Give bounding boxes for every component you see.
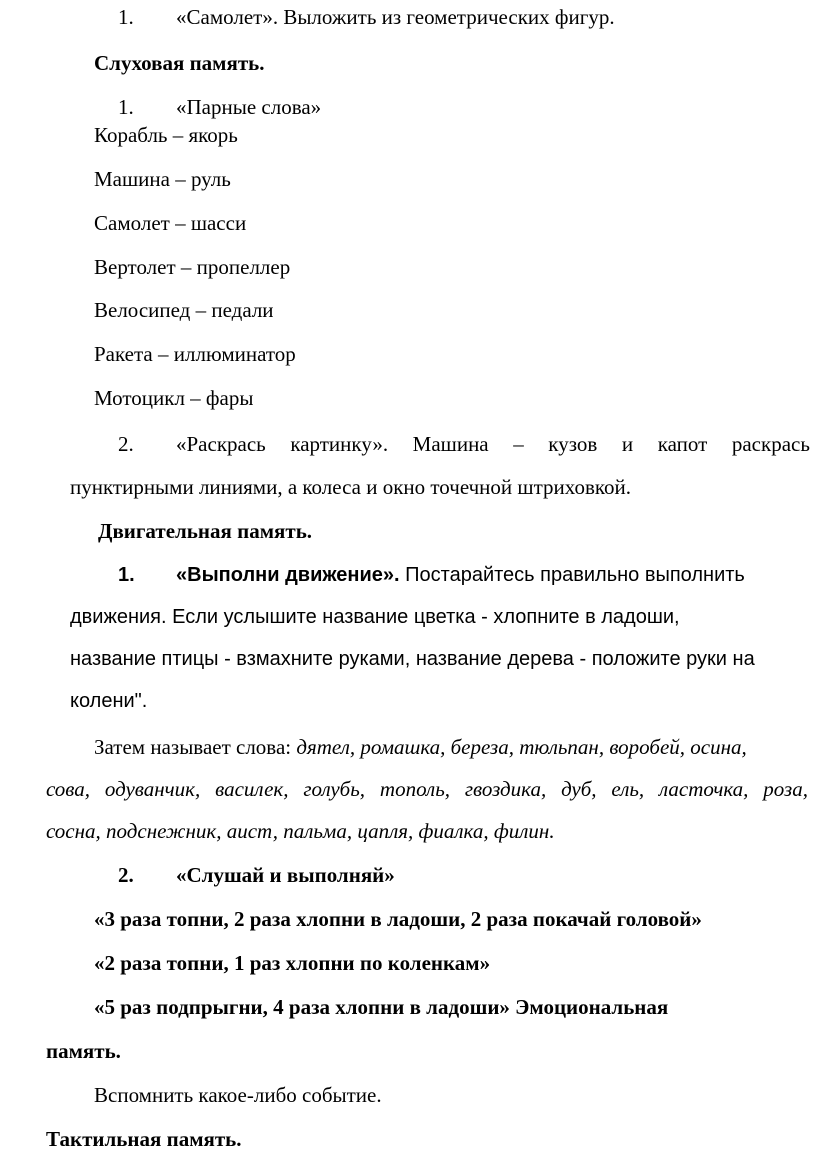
word: одуванчик, (104, 777, 201, 801)
word: ель, (611, 777, 645, 801)
command-line: «3 раза топни, 2 раза хлопни в ладоши, 2 раза покачай головой» (94, 907, 702, 931)
word-list-line: сосна, подснежник, аист, пальма, цапля, фиалка, филин. (46, 819, 555, 843)
word: «Раскрась (176, 432, 266, 456)
emotional-instruction: Вспомнить какое-либо событие. (94, 1083, 382, 1107)
word: дуб, (561, 777, 597, 801)
word: – (513, 432, 524, 456)
word-pair: Велосипед – педали (94, 298, 274, 322)
list-item-text-continued: пунктирными линиями, а колеса и окно точечной штриховкой. (70, 475, 631, 499)
word: тополь, (379, 777, 451, 801)
exercise-instruction-line: движения. Если услышите название цветка - хлопните в ладоши, (70, 606, 680, 628)
word: роза, (763, 777, 808, 801)
section-heading-tactile: Тактильная память. (46, 1127, 242, 1151)
word: кузов (548, 432, 598, 456)
word-list-intro (94, 734, 747, 760)
word-pair: Самолет – шасси (94, 211, 247, 235)
list-number: 2. (118, 863, 134, 887)
word: и (621, 432, 634, 456)
word: василек, (215, 777, 289, 801)
exercise-instruction: Постарайтесь правильно выполнить (399, 564, 745, 586)
list-item-text: «Самолет». Выложить из геометрических фигур. (176, 5, 615, 29)
command-line: «2 раза топни, 1 раз хлопни по коленкам» (94, 951, 491, 975)
exercise-instruction-line: название птицы - взмахните руками, название дерева - положите руки на (70, 648, 755, 670)
exercise-instruction-line: колени". (70, 690, 148, 712)
word-pair: Вертолет – пропеллер (94, 255, 291, 279)
section-heading-emotional: Эмоциональная (509, 995, 669, 1019)
list-number: 1. (118, 5, 134, 29)
section-heading-auditory: Слуховая память. (94, 51, 265, 75)
section-heading-motor: Двигательная память. (98, 519, 313, 543)
section-heading-emotional-continued: память. (46, 1039, 121, 1063)
word-pair: Мотоцикл – фары (94, 386, 254, 410)
word-pair: Машина – руль (94, 167, 231, 191)
word: Машина (412, 432, 489, 456)
list-item-title: «Парные слова» (176, 95, 322, 119)
word: картинку». (290, 432, 389, 456)
word: голубь, (303, 777, 366, 801)
exercise-title: «Выполни движение». (176, 564, 400, 586)
command-line (94, 994, 668, 1020)
command-text: «5 раз подпрыгни, 4 раза хлопни в ладоши» (94, 995, 510, 1019)
word: гвоздика, (464, 777, 547, 801)
word: сова, (46, 777, 91, 801)
intro-label: Затем называет слова: (94, 735, 297, 759)
word: раскрась (731, 432, 810, 456)
word: капот (657, 432, 708, 456)
list-number: 1. (118, 95, 134, 119)
list-number: 1. (118, 564, 135, 586)
word: ласточка, (659, 777, 749, 801)
list-item-text (176, 562, 745, 588)
word-list-line (46, 776, 808, 802)
word-pair: Корабль – якорь (94, 123, 238, 147)
list-number: 2. (118, 432, 134, 456)
exercise-title: «Слушай и выполняй» (176, 863, 395, 887)
word-pair: Ракета – иллюминатор (94, 342, 296, 366)
word-list: дятел, ромашка, береза, тюльпан, воробей, осина, (296, 735, 747, 759)
list-item-text (176, 431, 810, 457)
